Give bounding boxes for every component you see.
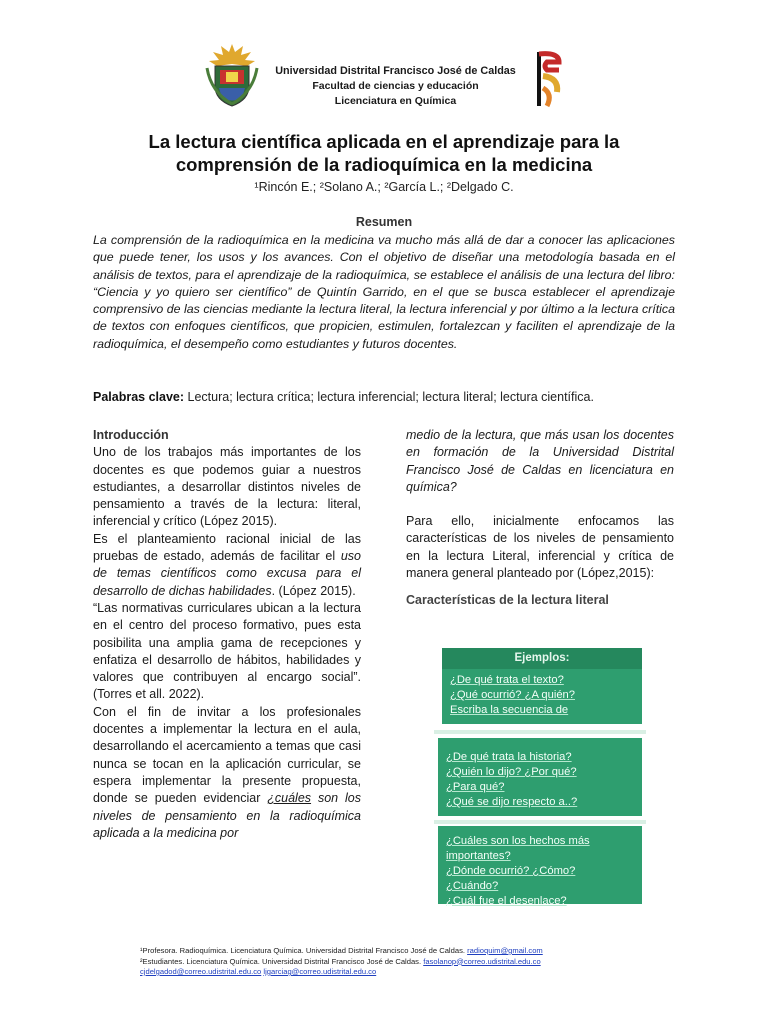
footnote-2-email-link[interactable]: fasolanop@correo.udistrital.edu.co [423, 956, 541, 966]
examples-figure [434, 640, 646, 908]
intro-heading: Introducción [93, 428, 169, 442]
intro-p4-text: Con el fin de invitar a los profesionales docentes a implementar la lectura en el aula, desarrollando el acercamiento a temas que casi nunca se tocan en la aplicación curricular, se espera implementar la presente propuesta, donde se pueden evidenciar [93, 704, 361, 806]
example-box-3 [438, 826, 642, 907]
footnotes [140, 946, 640, 978]
intro-paragraph-2 [93, 531, 361, 600]
footnote-1 [140, 946, 640, 957]
footnote-3 [140, 967, 640, 978]
abstract-heading: Resumen [355, 215, 413, 229]
example-question: ¿Qué se dijo respecto a..? [446, 796, 578, 808]
example-question: ¿Para qué? [446, 781, 505, 793]
example-box-1 [442, 648, 642, 724]
institution-block [263, 64, 528, 109]
university-seal-logo [205, 42, 259, 108]
example-question: Escriba la secuencia de [450, 704, 569, 716]
program-name: Licenciatura en Química [334, 95, 457, 107]
example-box-2 [438, 738, 642, 816]
intro-paragraph-1: Uno de los trabajos más importantes de los docentes es que podemos guiar a nuestros estudiantes, a desarrollar distintos niveles de pensamiento a través de la lectura: literal, inferencial y crítico (López 2015). [93, 445, 361, 529]
example-question: ¿Qué ocurrió? ¿A quién? [450, 689, 575, 701]
intro-p4-question: son los niveles de pensamiento en la radioquímica aplicada a la medicina por [93, 791, 361, 840]
intro-p4-question-start: ¿cuáles [267, 791, 312, 806]
footnote-2 [140, 957, 640, 968]
example-question: ¿Cuándo? [446, 880, 499, 892]
left-column [93, 427, 361, 842]
right-column [406, 427, 674, 610]
footnote-1-email-link[interactable]: radioquim@gmail.com [467, 946, 543, 955]
intro-p2-text: Es el planteamiento racional inicial de las pruebas de estado, además de facilitar el [93, 531, 361, 564]
footnote-2-text: ²Estudiantes. Licenciatura Química. Universidad Distrital Francisco José de Caldas. [140, 956, 424, 966]
example-question: ¿Cuál fue el desenlace? [446, 895, 567, 907]
paper-title [90, 130, 678, 176]
example-question: ¿Quién lo dijo? ¿Por qué? [446, 766, 577, 778]
example-question: importantes? [446, 850, 511, 862]
intro-p2-cite: . (López 2015). [271, 583, 356, 598]
university-name: Universidad Distrital Francisco José de Caldas [275, 65, 516, 77]
keywords-text: Lectura; lectura crítica; lectura inferencial; lectura literal; lectura científica. [184, 390, 594, 404]
title-line-2: comprensión de la radioquímica en la medicina [175, 154, 593, 175]
examples-heading: Ejemplos: [442, 648, 642, 669]
example-question: ¿Cuáles son los hechos más [446, 835, 590, 847]
right-paragraph-2: Para ello, inicialmente enfocamos las características de los niveles de pensamiento en la lectura Literal, inferencial y crítica de manera general planteado por (López,2015): [406, 514, 674, 581]
intro-p2-italic: uso de temas científicos como excusa para el desarrollo de dichas habilidades [93, 549, 361, 598]
keywords-label: Palabras clave: [93, 390, 185, 404]
faculty-logo [533, 48, 563, 110]
abstract-text: La comprensión de la radioquímica en la medicina va mucho más allá de dar a conocer las aplicaciones que puede tener, los usos y los avances. Con el objetivo de diseñar una metodología basada en el análisis de textos, para el aprendizaje de la radioquímica, se establece el análisis de una lectura del libro: “Ciencia y yo quiero ser científico” de Quintín Garrido, en el que se busca establecer el aprendizaje comprensivo de las ciencias mediante la lectura literal, la lectura inferencial y por último a la lectura crítica de textos con enfoques científicos, que propicien, estimulen, fortalezcan y faciliten el aprendizaje de la radioquímica, el desempeño como estudiantes y futuros docentes. [93, 233, 675, 351]
authors: ¹Rincón E.; ²Solano A.; ²García L.; ²Delgado C. [254, 180, 514, 194]
footnote-3-email-link-2[interactable]: ljgarciag@correo.udistrital.edu.co [263, 967, 377, 976]
header [205, 42, 560, 114]
footnote-3-email-link-1[interactable]: cjdelgadod@correo.udistrital.edu.co [140, 967, 262, 976]
example-question: ¿De qué trata la historia? [446, 751, 572, 763]
faculty-name: Facultad de ciencias y educación [312, 80, 479, 92]
keywords [93, 390, 683, 404]
right-paragraph-1: medio de la lectura, que más usan los docentes en formación de la Universidad Distrital Francisco José de Caldas en licenciatura en química? [406, 428, 674, 494]
literal-reading-heading: Características de la lectura literal [406, 593, 609, 608]
example-question: ¿De qué trata el texto? [450, 674, 564, 686]
intro-paragraph-4 [93, 704, 361, 842]
example-question: ¿Dónde ocurrió? ¿Cómo? [446, 865, 576, 877]
intro-paragraph-3: “Las normativas curriculares ubican a la lectura en el centro del proceso formativo, pues esta posibilita una amplia gama de recepciones y enfatiza el desarrollo de hábitos, habilidades y valores que contribuyen al encargo social”. (Torres et all. 2022). [93, 600, 361, 702]
footnote-1-text: ¹Profesora. Radioquímica. Licenciatura Química. Universidad Distrital Francisco José de Caldas. [140, 946, 468, 955]
title-line-1: La lectura científica aplicada en el aprendizaje para la [148, 131, 620, 152]
